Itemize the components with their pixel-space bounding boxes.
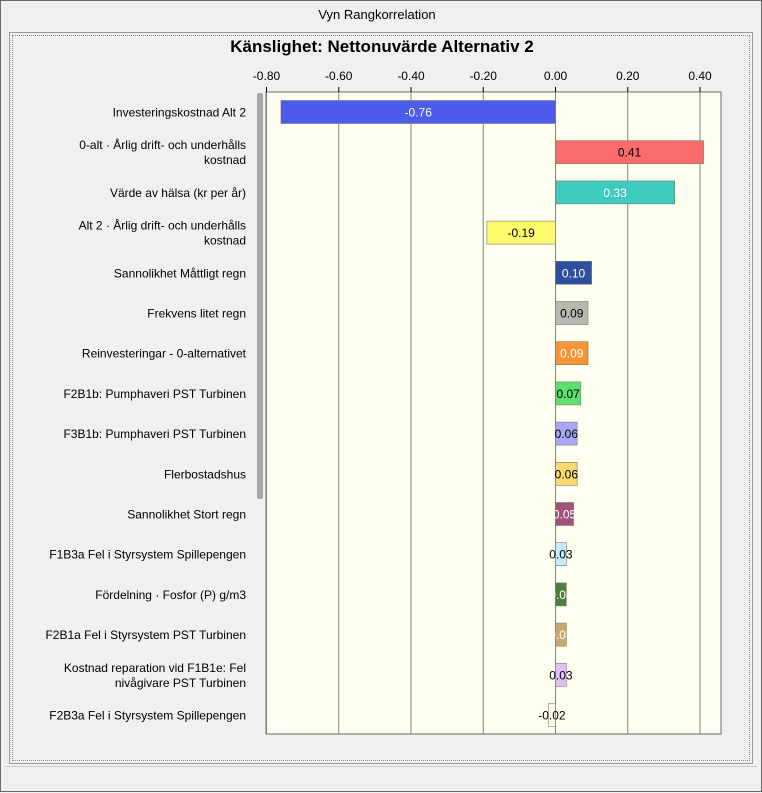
- tick-label: -0.20: [469, 69, 497, 83]
- bar-value-label: 0.03: [549, 628, 573, 643]
- tornado-chart: [1, 1, 762, 793]
- bar-value-label: 0.03: [549, 547, 573, 562]
- chart-title: Känslighet: Nettonuvärde Alternativ 2: [230, 37, 534, 56]
- category-label: F3B1b: Pumphaveri PST Turbinen: [63, 427, 246, 442]
- status-strip: [5, 766, 757, 789]
- bar-value-label: 0.09: [560, 306, 584, 321]
- category-label: Alt 2 · Årlig drift- och underhålls: [78, 218, 246, 233]
- category-label: Värde av hälsa (kr per år): [109, 185, 246, 200]
- category-label: F1B3a Fel i Styrsystem Spillepengen: [49, 547, 246, 562]
- tick-label: 0.00: [543, 69, 568, 83]
- category-label: Investeringskostnad Alt 2: [112, 105, 246, 120]
- category-label: Sannolikhet Måttligt regn: [113, 266, 246, 281]
- tick-label: 0.40: [688, 69, 712, 83]
- bar-value-label: 0.06: [554, 467, 579, 482]
- bar-value-label: -0.02: [538, 708, 566, 723]
- bar-value-label: -0.76: [404, 105, 432, 120]
- category-label: 0-alt · Årlig drift- och underhålls: [79, 138, 246, 153]
- bar-value-label: 0.41: [617, 145, 642, 160]
- category-label: F2B3a Fel i Styrsystem Spillepengen: [49, 708, 246, 723]
- category-label: Kostnad reparation vid F1B1e: Fel: [63, 660, 246, 675]
- label-scrollbar[interactable]: [257, 93, 263, 499]
- tick-label: -0.40: [397, 69, 425, 83]
- category-label: nivågivare PST Turbinen: [114, 675, 246, 690]
- bar-value-label: 0.05: [552, 507, 577, 522]
- bar-value-label: 0.10: [561, 266, 586, 281]
- bar-value-label: 0.03: [549, 587, 573, 602]
- category-label: F2B1a Fel i Styrsystem PST Turbinen: [45, 628, 246, 643]
- category-label: Frekvens litet regn: [147, 306, 246, 321]
- bar-value-label: 0.03: [549, 668, 573, 683]
- tick-label: -0.60: [325, 69, 353, 83]
- category-label: Reinvesteringar - 0-alternativet: [81, 346, 246, 361]
- category-label: Flerbostadshus: [163, 467, 246, 482]
- category-label: Sannolikhet Stort regn: [127, 507, 246, 522]
- category-label: Fördelning · Fosfor (P) g/m3: [95, 587, 246, 602]
- bar-value-label: 0.06: [554, 427, 579, 442]
- bar-value-label: -0.19: [507, 226, 535, 241]
- category-label: F2B1b: Pumphaveri PST Turbinen: [63, 386, 246, 401]
- tick-label: -0.80: [252, 69, 281, 83]
- bar-value-label: 0.09: [560, 346, 584, 361]
- tick-label: 0.20: [616, 69, 640, 83]
- bar-value-label: 0.33: [603, 185, 627, 200]
- bar-value-label: 0.07: [556, 386, 580, 401]
- category-label: kostnad: [203, 233, 246, 248]
- window-title: Vyn Rangkorrelation: [318, 7, 436, 22]
- category-label: kostnad: [203, 153, 246, 168]
